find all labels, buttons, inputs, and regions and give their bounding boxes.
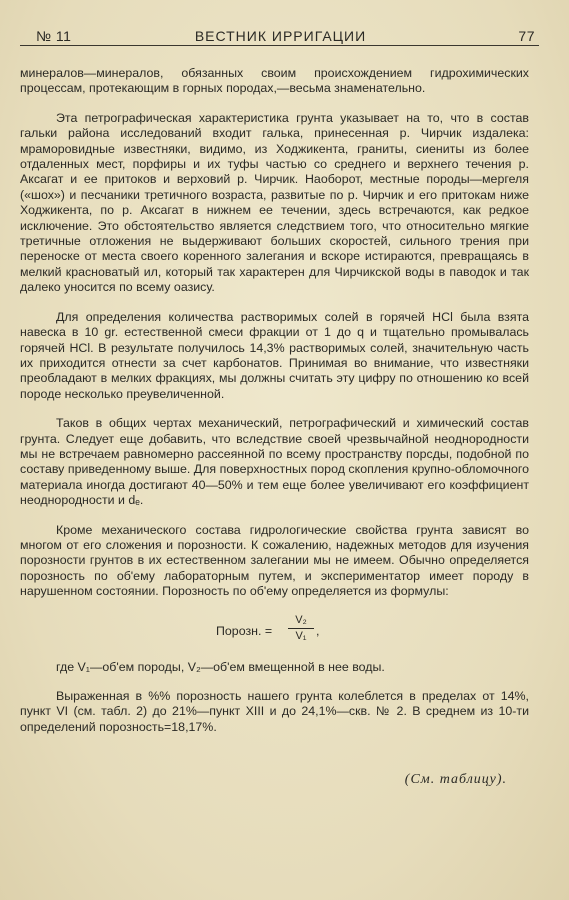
formula-tail: , [316, 623, 320, 638]
paragraph: Выраженная в %% порозность нашего грунта колеблется в пределах от 14%, пункт VI (см. табл. 2) до 21%—пункт XIII и до 24,1%—скв. № 2. В среднем из 10-ти определений порозность=18,17%. [20, 689, 529, 734]
formula-denominator: V₁ [295, 629, 307, 642]
formula-numerator: V₂ [295, 613, 307, 626]
journal-title: ВЕСТНИК ИРРИГАЦИИ [194, 28, 367, 44]
formula-fraction [288, 614, 314, 643]
table-reference: (См. таблицу). [404, 772, 507, 787]
page-number: 77 [518, 28, 535, 44]
paragraph: Для определения количества растворимых солей в горячей HCl была взята навеска в 10 gr. естественной смеси фракции от 1 до q и тщательно промывалась горячей HCl. В результате получилось 14,3% растворимых солей, значительную часть их приходится отнести за счет карбонатов. Принимая во внимание, что известняки преобладают в мелких фракциях, мы должны считать эту цифру по отношению ко всей породе несколько преувеличенной. [20, 309, 529, 401]
formula-lhs: Порозн. = [216, 623, 273, 638]
paragraph: Таков в общих чертах механический, петрографический и химический состав грунта. Следует еще добавить, что вследствие своей чрезвычайной неоднородности мы не встречаем равномерно рассеянной по всему пространству порсды, подобной по составу приведенному выше. Для поверхностных пород скопления крупно-обломочного материала иногда достигают 40—50% и тем еще более увеличивают его коэффициент неоднородности и dₑ. [20, 416, 529, 508]
page-header [26, 24, 535, 46]
porosity-formula [20, 614, 529, 648]
paragraph: минералов—минералов, обязанных своим происхождением гидрохимических процессам, протекающим в горных породах,—весьма знаменательно. [20, 66, 529, 96]
paragraph: Эта петрографическая характеристика грунта указывает на то, что в состав гальки района исследований входит галька, принесенная р. Чирчик издалека: мраморовидные известняки, видимо, из Ходжикента, граниты, сиениты из более отдаленных мест, порфиры и их туфы частью со среднего и верхнего течения р. Аксагат и ее притоков и верховий р. Чирчик. Наоборот, местные породы—мергеля («шох») и песчаники третичного возраста, развитые по р. Чирчик и его притокам ниже Ходжикента, по р. Аксагат в нижнем ее течении, здесь встречаются, как редкое исключение. Это обстоятельство является следствием того, что относительно мягкие третичные отложения не выдерживают больших скоростей, сильного трения при переноске от места своего коренного залегания и вскоре истираются, превращаясь в мелкий красноватый ил, который так характерен для Чирчикской воды в паводок и так далеко уносится по всему оазису. [20, 110, 529, 295]
issue-number: № 11 [36, 28, 72, 44]
formula-explanation: где V₁—об'ем породы, V₂—об'ем вмещенной в нее воды. [56, 659, 385, 674]
paragraph: Кроме механического состава гидрологические свойства грунта зависят во многом от его сложения и порозности. К сожалению, надежных методов для изучения порозности грунтов в их естественном залегании мы не имеем. Обычно определяется порозность по об'ему лабораторным путем, и экспериментатор имеет породу в нарушенном состоянии. Порозность по об'ему определяется из формулы: [20, 522, 529, 599]
fraction-bar [288, 628, 314, 629]
article-body [20, 66, 529, 749]
header-rule [20, 45, 539, 46]
